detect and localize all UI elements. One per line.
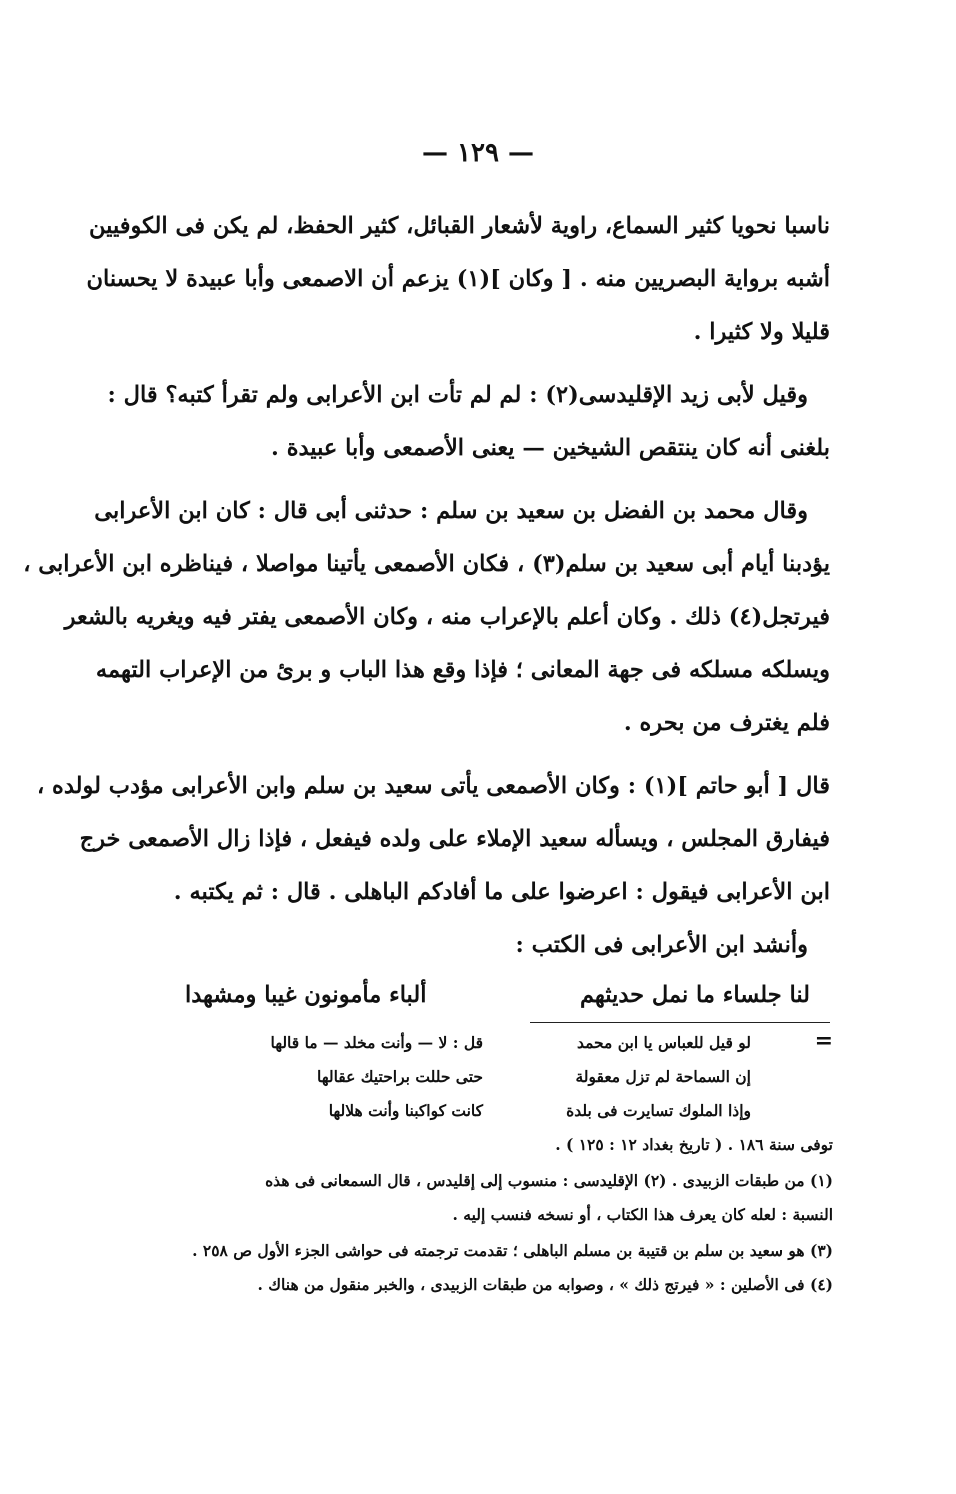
footnote-line: (٣) هو سعيد بن سلم بن قتيبة بن مسلم الباهلى ؛ تقدمت ترجمته فى حواشى الجزء الأول ص ٢٥٨ .: [192, 1241, 833, 1260]
text-line: قليلا ولا كثيرا .: [693, 319, 830, 345]
verse-first-hemistich: لنا جلساء ما نمل حديثهم: [579, 982, 810, 1008]
footnote-poem-row: [185, 1094, 833, 1128]
text-line: فيفارق المجلس ، ويسأله سعيد الإملاء على ولده فيفعل ، فإذا زال الأصمعى خرج: [79, 826, 830, 852]
poem-hemistich: إن السماحة لم تزل معقولة: [575, 1067, 751, 1086]
footnote-poem-row: [185, 1060, 833, 1094]
poem-hemistich: لو قيل للعباس يا ابن محمد: [576, 1033, 751, 1052]
text-line: فلم يغترف من بحره .: [623, 710, 830, 736]
poem-hemistich: كانت كواكبنا وأنت هلالها: [328, 1101, 483, 1120]
main-text: [23, 200, 830, 1030]
text-line: فيرتجل(٤) ذلك . وكان أعلم بالإعراب منه ، وكان الأصمعى يفتر فيه ويغريه بالشعر: [64, 604, 830, 630]
text-line: يؤدبنا أيام أبى سعيد بن سلم(٣) ، فكان الأصمعى يأتينا مواصلا ، فيناظره ابن الأعرابى ،: [23, 551, 830, 577]
poem-hemistich: حتى حللت براحتيك عقالها: [316, 1067, 483, 1086]
footnote-poem-row: [185, 1026, 833, 1060]
footnote-line: (٤) فى الأصلين : « فيرتج ذلك » ، وصوابه من طبقات الزبيدى ، والخبر منقول من هناك .: [257, 1275, 833, 1294]
footnote-line: (١) من طبقات الزبيدى . (٢) الإقليدسى : منسوب إلى إقليدس ، قال السمعانى فى هذه: [265, 1171, 833, 1190]
text-line: وقال محمد بن الفضل بن سعيد بن سلم : حدثنى أبى قال : كان ابن الأعرابى: [94, 498, 808, 524]
text-line: ناسبا نحويا كثير السماع، راوية لأشعار القبائل، كثير الحفظ، لم يكن فى الكوفيين: [89, 213, 830, 239]
footnote-line: توفى سنة ١٨٦ . ( تاريخ بغداد ١٢ : ١٢٥ ) .: [555, 1135, 833, 1154]
poem-hemistich: قل : لا — وأنت مخلد — ما قالها: [270, 1033, 483, 1052]
verse-second-hemistich: ألباء مأمونون غيبا ومشهدا: [185, 982, 427, 1008]
footnotes-area: [185, 1020, 833, 1302]
footnote-line: النسبة : لعله كان يعرف هذا الكتاب ، أو نسخه فنسب إليه .: [452, 1205, 833, 1224]
text-line: قال [ أبو حاتم ](١) : وكان الأصمعى يأتى سعيد بن سلم وابن الأعرابى مؤدب لولده ،: [36, 773, 830, 799]
text-line: ويسلكه مسلكه فى جهة المعانى ؛ فإذا وقع هذا الباب و برئ من الإعراب التهمه: [95, 657, 830, 683]
text-line: وأنشد ابن الأعرابى فى الكتب :: [515, 932, 808, 958]
page-number: — ١٢٩ —: [421, 138, 535, 168]
continuation-mark: =: [814, 1028, 833, 1054]
text-line: ابن الأعرابى فيقول : اعرضوا على ما أفادكم الباهلى . قال : ثم يكتبه .: [173, 879, 830, 905]
text-line: أشبه برواية البصريين منه . [ وكان ](١) يزعم أن الاصمعى وأبا عبيدة لا يحسنان: [86, 266, 830, 292]
text-line: وقيل لأبى زيد الإقليدسى(٢) : لم لم تأت ابن الأعرابى ولم تقرأ كتبه؟ قال :: [107, 382, 808, 408]
text-line: بلغنى أنه كان ينتقص الشيخين — يعنى الأصمعى وأبا عبيدة .: [271, 435, 830, 461]
poem-hemistich: وإذا الملوك تسايرت فى بلدة: [566, 1101, 751, 1120]
